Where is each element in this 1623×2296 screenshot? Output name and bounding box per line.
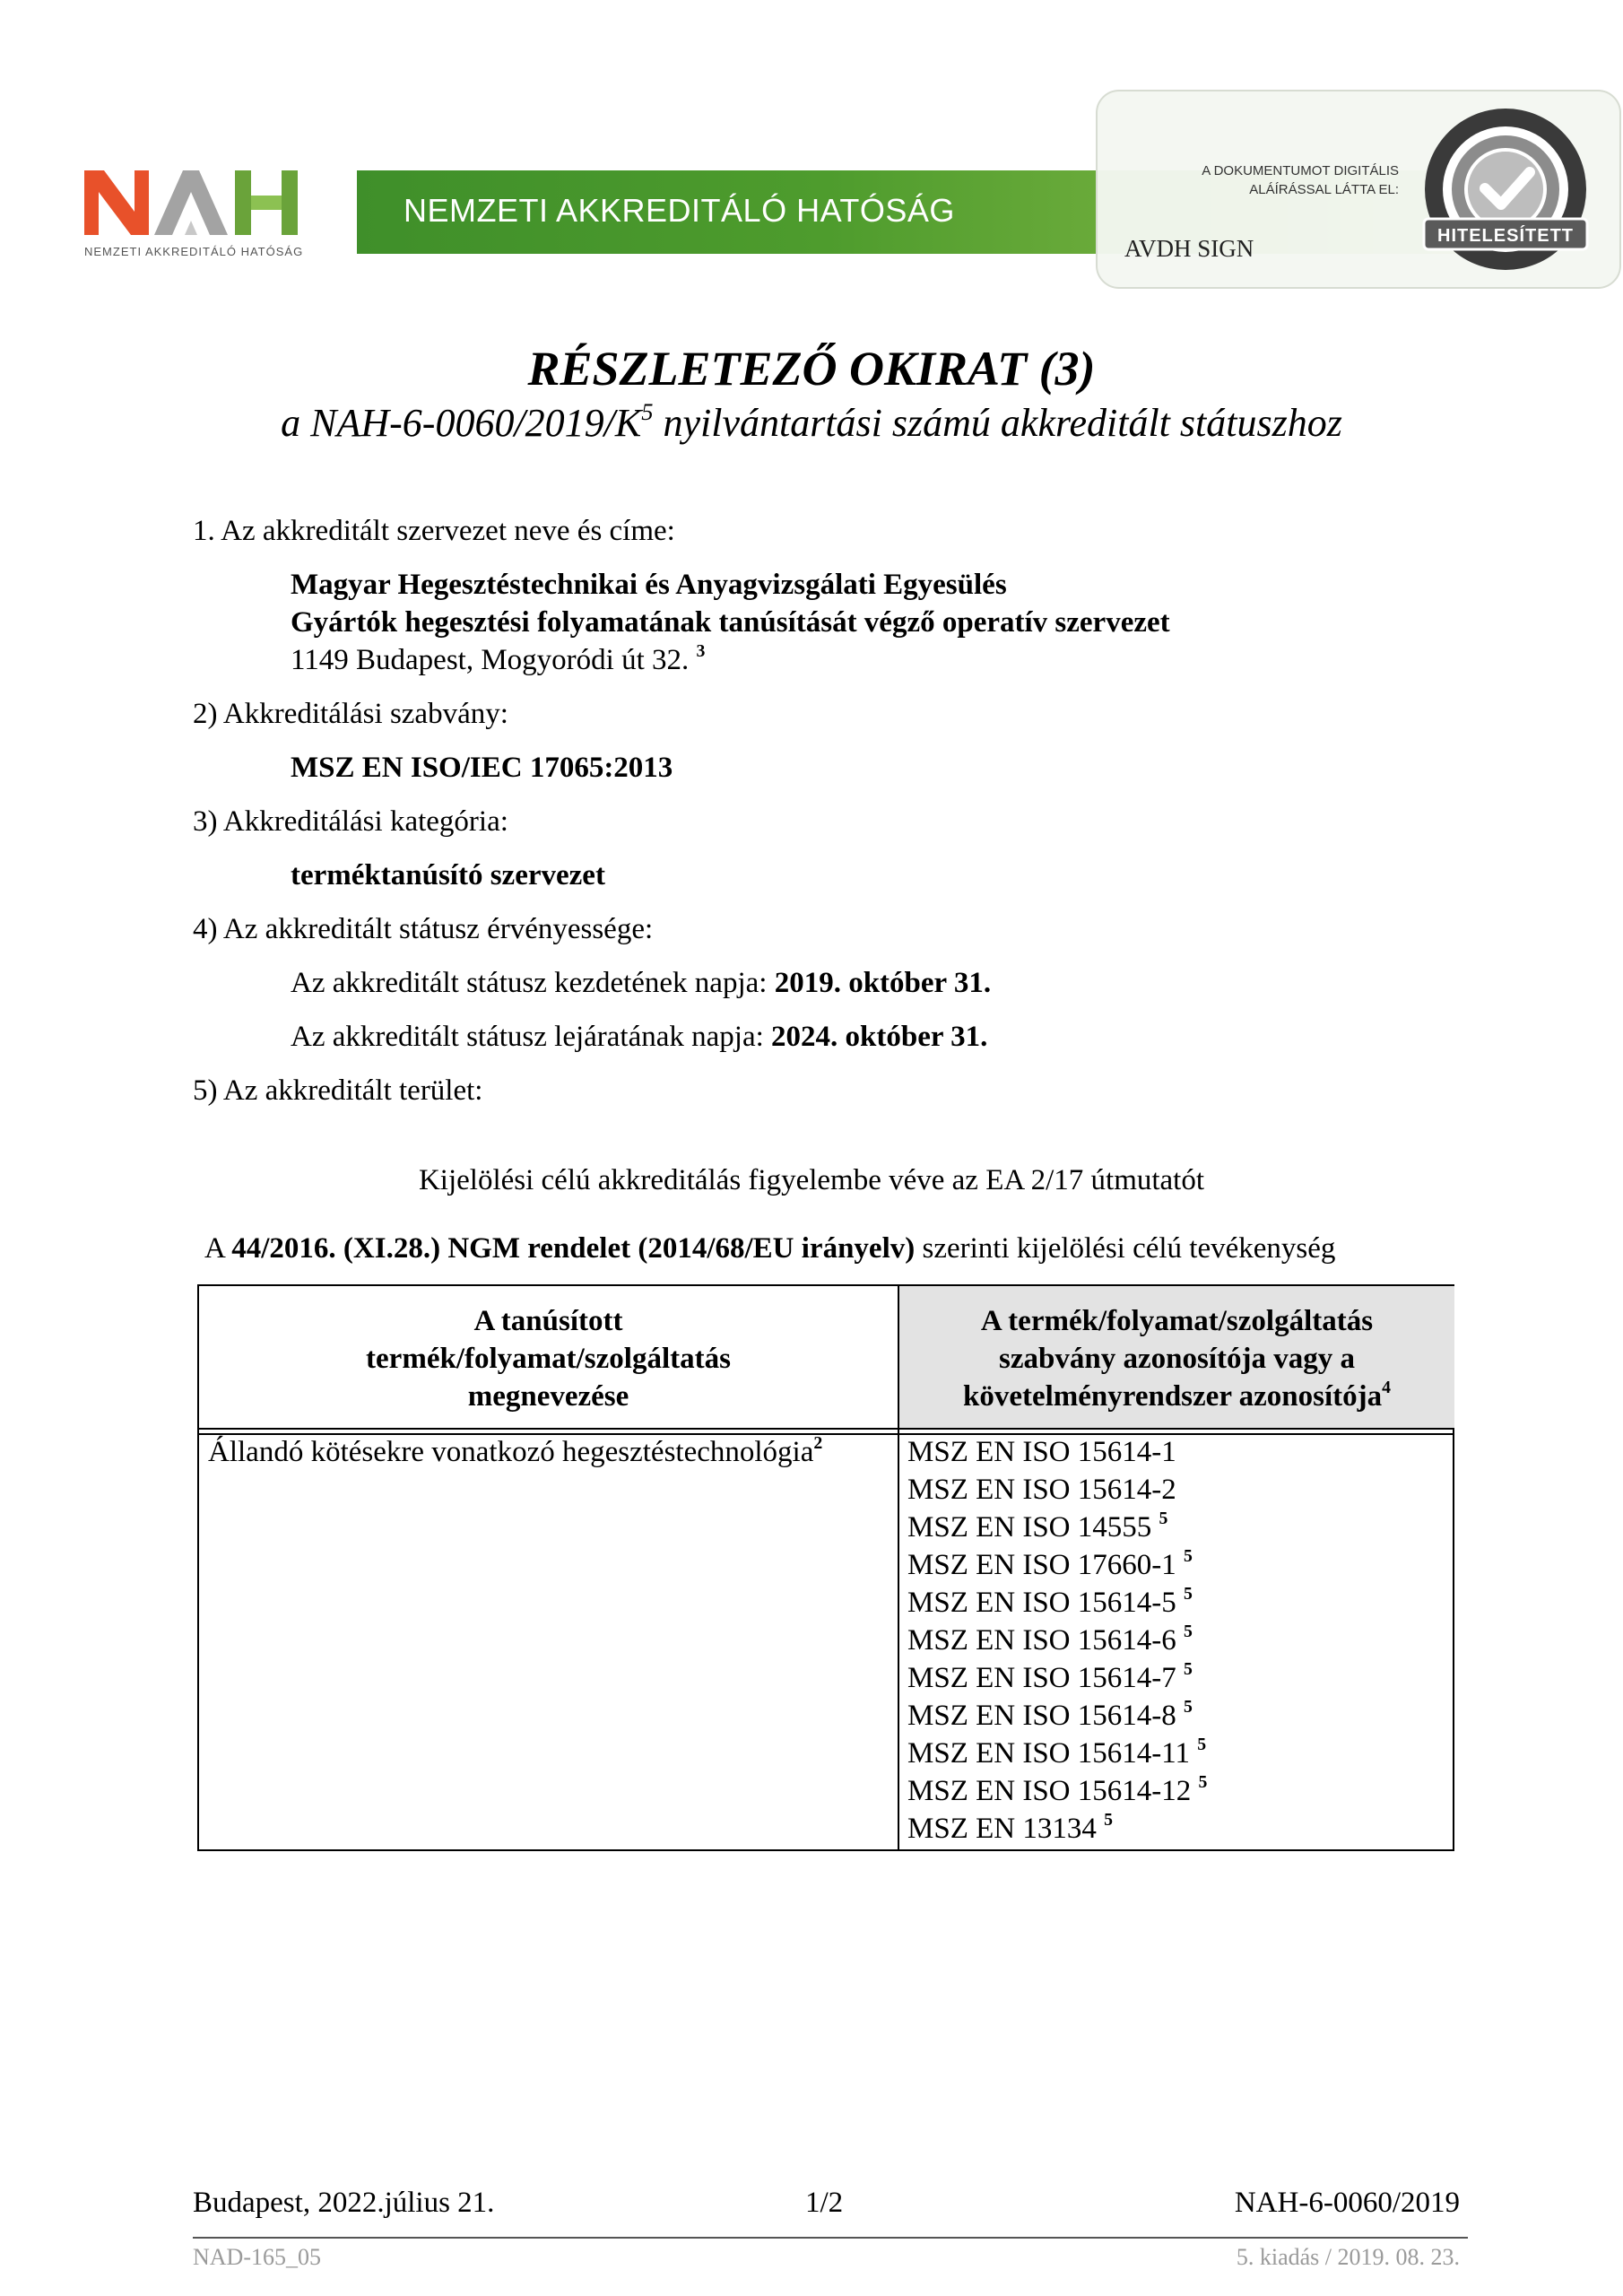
validity-end-label: Az akkreditált státusz lejáratának napja:	[291, 1021, 772, 1053]
product-name: Állandó kötésekre vonatkozó hegesztéstechnológia	[208, 1436, 814, 1468]
standard-code: MSZ EN ISO 14555	[907, 1511, 1152, 1544]
header-divider	[199, 1428, 1453, 1430]
list-item	[907, 1471, 1207, 1509]
accreditation-standard: MSZ EN ISO/IEC 17065:2013	[291, 752, 673, 784]
logo-caption: NEMZETI AKKREDITÁLÓ HATÓSÁG	[84, 245, 304, 258]
footer-registration-number: NAH-6-0060/2019	[1234, 2187, 1460, 2219]
list-item	[907, 1735, 1207, 1772]
standard-code: MSZ EN ISO 15614-7	[907, 1662, 1176, 1694]
scope-table	[197, 1284, 1454, 1851]
digital-signature-stamp	[1096, 90, 1621, 289]
validity-start	[291, 967, 991, 1000]
col2-header-footnote: 4	[1382, 1378, 1391, 1398]
standard-code: MSZ EN ISO 17660-1	[907, 1549, 1176, 1581]
standard-footnote: 5	[1104, 1810, 1113, 1831]
list-item	[907, 1546, 1207, 1584]
col2-header	[899, 1302, 1454, 1415]
validity-start-label: Az akkreditált státusz kezdetének napja:	[291, 967, 775, 999]
verified-seal-icon	[1420, 104, 1591, 274]
accreditation-category: terméktanúsító szervezet	[291, 859, 605, 891]
seal-badge-text: HITELESÍTETT	[1437, 226, 1574, 246]
subtitle-main: a NAH-6-0060/2019/K	[281, 401, 642, 445]
footer-page-number: 1/2	[805, 2187, 844, 2219]
section-1-heading: 1. Az akkreditált szervezet neve és címe:	[193, 515, 675, 547]
list-item	[907, 1810, 1207, 1848]
banner-text: NEMZETI AKKREDITÁLÓ HATÓSÁG	[404, 192, 955, 229]
product-name-footnote: 2	[813, 1433, 823, 1454]
section-4-heading: 4) Az akkreditált státusz érvényessége:	[193, 913, 654, 945]
standard-code: MSZ EN ISO 15614-8	[907, 1700, 1176, 1732]
col1-header	[199, 1302, 898, 1415]
col1-header-line: A tanúsított	[473, 1305, 623, 1337]
footer-place-date: Budapest, 2022.július 21.	[193, 2187, 495, 2219]
list-item	[907, 1697, 1207, 1735]
standard-code: MSZ EN ISO 15614-6	[907, 1624, 1176, 1657]
standard-footnote: 5	[1159, 1509, 1168, 1529]
footer-edition: 5. kiadás / 2019. 08. 23.	[1236, 2244, 1460, 2270]
designation-note: Kijelölési célú akkreditálás figyelembe véve az EA 2/17 útmutatót	[418, 1164, 1205, 1196]
document-title: RÉSZLETEZŐ OKIRAT (3)	[527, 342, 1096, 396]
org-name: Magyar Hegesztéstechnikai és Anyagvizsgálati Egyesülés	[291, 569, 1007, 601]
address-footnote: 3	[696, 641, 706, 662]
product-name-cell	[208, 1433, 822, 1471]
list-item	[907, 1584, 1207, 1622]
list-item	[907, 1622, 1207, 1659]
standard-code: MSZ EN ISO 15614-2	[907, 1474, 1176, 1506]
standard-footnote: 5	[1184, 1622, 1193, 1642]
standards-list	[907, 1433, 1207, 1848]
standard-footnote: 5	[1197, 1735, 1207, 1755]
col1-header-line: megnevezése	[467, 1380, 629, 1413]
standard-code: MSZ EN ISO 15614-5	[907, 1587, 1176, 1619]
standard-code: MSZ EN ISO 15614-1	[907, 1436, 1176, 1468]
regulation-prefix: A	[204, 1232, 232, 1265]
standard-footnote: 5	[1198, 1772, 1208, 1793]
col1-header-line: termék/folyamat/szolgáltatás	[366, 1343, 731, 1375]
subtitle-footnote: 5	[641, 397, 654, 425]
footer-form-code: NAD-165_05	[193, 2244, 321, 2270]
validity-end	[291, 1021, 987, 1054]
footer-divider	[193, 2237, 1468, 2239]
regulation-suffix: szerinti kijelölési célú tevékenység	[915, 1232, 1336, 1265]
col2-header-line: A termék/folyamat/szolgáltatás	[980, 1305, 1374, 1337]
list-item	[907, 1509, 1207, 1546]
list-item	[907, 1659, 1207, 1697]
standard-code: MSZ EN ISO 15614-11	[907, 1737, 1191, 1770]
standard-footnote: 5	[1184, 1659, 1193, 1680]
list-item	[907, 1772, 1207, 1810]
validity-start-date: 2019. október 31.	[774, 967, 992, 999]
regulation-reference: 44/2016. (XI.28.) NGM rendelet (2014/68/EU irányelv)	[231, 1232, 916, 1265]
standard-footnote: 5	[1184, 1546, 1193, 1567]
regulation-line	[204, 1232, 1335, 1265]
col2-header-line-text: követelményrendszer azonosítója	[962, 1380, 1383, 1413]
subtitle-rest: nyilvántartási számú akkreditált státuszhoz	[653, 401, 1342, 445]
document-subtitle	[0, 397, 1623, 446]
section-3-heading: 3) Akkreditálási kategória:	[193, 805, 508, 838]
standard-code: MSZ EN 13134	[907, 1813, 1097, 1845]
address-text: 1149 Budapest, Mogyoródi út 32.	[291, 644, 690, 676]
col2-header-line: szabvány azonosítója vagy a	[999, 1343, 1355, 1375]
standard-footnote: 5	[1184, 1584, 1193, 1605]
list-item	[907, 1433, 1207, 1471]
section-2-heading: 2) Akkreditálási szabvány:	[193, 698, 508, 730]
standard-footnote: 5	[1184, 1697, 1193, 1718]
section-5-heading: 5) Az akkreditált terület:	[193, 1074, 483, 1107]
org-address	[291, 641, 706, 677]
org-unit: Gyártók hegesztési folyamatának tanúsítását végző operatív szervezet	[291, 606, 1170, 639]
standard-code: MSZ EN ISO 15614-12	[907, 1775, 1192, 1807]
signature-line-1: A DOKUMENTUMOT DIGITÁLIS	[1202, 163, 1399, 178]
signature-label: AVDH SIGN	[1124, 235, 1254, 262]
col2-header-line	[899, 1378, 1454, 1415]
validity-end-date: 2024. október 31.	[771, 1021, 988, 1053]
signature-line-2: ALÁÍRÁSSAL LÁTTA EL:	[1249, 182, 1399, 197]
